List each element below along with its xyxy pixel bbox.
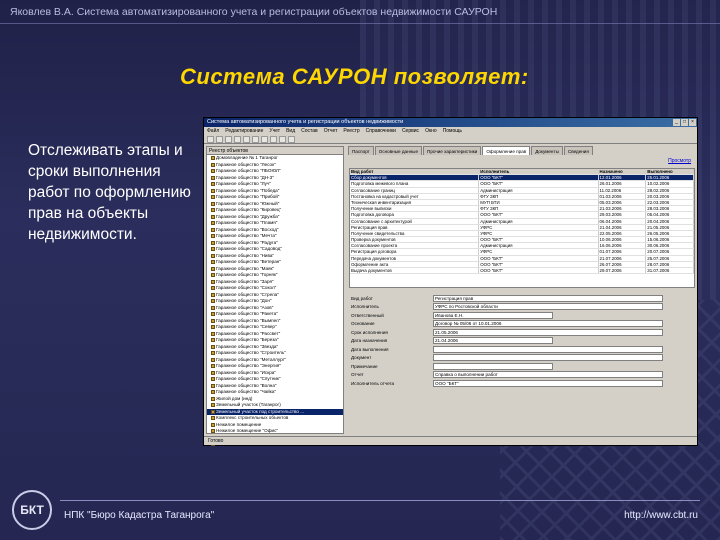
tree-node-label: Гаражное общество "Строитель"	[216, 350, 286, 355]
folder-icon	[211, 403, 215, 407]
grid-cell: Согласование проекта	[350, 243, 479, 248]
folder-icon	[211, 319, 215, 323]
form-field[interactable]: Справка о выполнении работ	[433, 371, 663, 378]
footer-url[interactable]: http://www.cbt.ru	[624, 510, 698, 521]
tree-node-label: Гаражное общество "Чайка"	[216, 389, 277, 394]
folder-icon	[211, 156, 215, 160]
menu-item[interactable]: Отчет	[323, 128, 338, 134]
tree-node-label: Гаражное общество "Ракета"	[216, 311, 278, 316]
tree-node-label: Гаражное общество "Радуга"	[216, 239, 278, 245]
tree-node-label: Гаражное общество "Береза"	[216, 337, 279, 342]
open-icon[interactable]	[216, 136, 223, 143]
tree-node-label: Гаражное общество "Вымпел"	[216, 317, 281, 323]
footer-company: НПК "Бюро Кадастра Таганрога"	[64, 510, 215, 521]
form-row	[349, 337, 695, 346]
folder-icon	[211, 189, 215, 193]
grid-cell: Регистрация прав	[350, 225, 479, 230]
tab-strip	[347, 146, 697, 155]
tree-node-label: Земельный участок под строительство ...	[216, 408, 305, 414]
folder-icon	[211, 215, 215, 219]
grid-cell: Получение свидетельства	[350, 231, 479, 236]
grid-column-header[interactable]: Назначено	[599, 169, 647, 174]
folder-icon	[211, 293, 215, 297]
tree-node-label: Гаражное общество "Искра"	[216, 369, 276, 375]
app-window	[203, 117, 698, 446]
folder-icon	[211, 364, 215, 368]
object-tree	[207, 155, 343, 448]
form-row	[349, 320, 695, 329]
grid-column-header[interactable]: Исполнитель	[479, 169, 598, 174]
grid-cell: 06.04.2006	[599, 219, 647, 224]
tree-node-label: Нежилое помещение	[216, 421, 262, 427]
tree-node-label: Земельный участок (Таганрог)	[216, 402, 281, 407]
form-label: Вид работ	[351, 295, 373, 301]
grid-cell: Подготовка межевого плана	[350, 181, 479, 186]
grid-cell: 31.07.2006	[646, 268, 694, 273]
grid-cell: Подготовка договора	[350, 212, 479, 217]
folder-icon	[211, 195, 215, 199]
grid-cell: Регистрация договора	[350, 249, 479, 254]
object-tree-pane	[206, 146, 344, 434]
tree-node-label: Гаражное общество "Мечта"	[216, 233, 277, 238]
preview-link[interactable]: Просмотр	[668, 158, 691, 164]
grid-cell: Техническая инвентаризация	[350, 200, 479, 205]
form-label: Основание	[351, 321, 375, 327]
grid-cell: УФРС	[479, 225, 598, 230]
grid-cell: 26.05.2006	[646, 231, 694, 236]
folder-icon	[211, 429, 215, 433]
tree-node-label: Гаражное общество "Волна"	[216, 382, 277, 388]
tree-node-label: Гаражное общество "Лесок"	[216, 161, 276, 167]
tree-node-label: Нежилое помещение "Офис"	[216, 428, 279, 433]
grid-cell: Выдача документов	[350, 268, 479, 273]
folder-icon	[211, 228, 215, 232]
status-bar: Готово	[204, 436, 697, 445]
tree-node-label: Комплекс строительных объектов	[216, 415, 289, 420]
grid-cell: 21.07.2006	[599, 256, 647, 261]
grid-cell: Оформление акта	[350, 262, 479, 267]
search-icon[interactable]	[270, 136, 277, 143]
tree-header: Реестр объектов	[207, 147, 343, 155]
folder-icon	[211, 358, 215, 362]
grid-cell: 25.01.2006	[646, 175, 694, 180]
tree-node-label: Гаражное общество "Заря"	[216, 278, 274, 284]
grid-cell: 21.03.2006	[599, 206, 647, 211]
grid-cell: Постановка на кадастровый учет	[350, 194, 479, 199]
grid-body	[350, 175, 694, 274]
grid-cell: 26.07.2006	[599, 262, 647, 267]
grid-row[interactable]	[350, 268, 694, 274]
grid-cell: 25.07.2006	[646, 256, 694, 261]
folder-icon	[211, 338, 215, 342]
grid-cell: 29.07.2006	[599, 268, 647, 273]
folder-icon	[211, 267, 215, 271]
tree-node-label: Жилой дом (инд)	[216, 395, 253, 401]
tree-node-label: Гаражное общество "Маяк"	[216, 265, 275, 271]
grid-cell: Проверка документов	[350, 237, 479, 242]
close-icon[interactable]: ×	[689, 119, 696, 126]
grid-cell: 22.05.2006	[599, 231, 647, 236]
folder-icon	[211, 208, 215, 212]
folder-icon	[211, 202, 215, 206]
folder-icon	[211, 182, 215, 186]
menu-item[interactable]: Справочники	[365, 128, 396, 134]
tree-node-label: Гаражное общество "Луч"	[216, 181, 271, 186]
menu-item[interactable]: Реестр	[343, 128, 360, 134]
menu-item[interactable]: Вид	[286, 128, 296, 134]
bottom-divider	[60, 500, 700, 501]
form-label: Дата выполнения	[351, 346, 389, 352]
grid-cell: 26.01.2006	[599, 181, 647, 186]
folder-icon	[211, 416, 215, 420]
form-row	[349, 303, 695, 312]
form-label: Документ	[351, 355, 372, 361]
form-field[interactable]: Иванова Е.Н.	[433, 312, 553, 319]
menu-item[interactable]: Учет	[269, 128, 281, 134]
grid-cell: 16.06.2006	[599, 243, 647, 248]
slide-title: Система САУРОН позволяет:	[180, 64, 529, 89]
work-form	[349, 294, 695, 434]
tree-node-label: Гаражное общество "ПБОЮЛ"	[216, 168, 281, 173]
form-label: Исполнитель	[351, 304, 379, 310]
grid-cell: Передача документов	[350, 256, 479, 261]
folder-icon	[211, 312, 215, 316]
grid-cell: ФГУ ЗКП	[479, 206, 598, 211]
folder-icon	[211, 397, 215, 401]
grid-cell: ООО "БКТ"	[479, 256, 598, 261]
grid-cell: 29.03.2006	[599, 212, 647, 217]
grid-cell: 22.03.2006	[646, 200, 694, 205]
folder-icon	[211, 260, 215, 264]
grid-cell: 01.03.2006	[599, 194, 647, 199]
slide-text: Отслеживать этапы и сроки выполнения работ по оформлению прав на объекты недвижимости.	[28, 142, 191, 243]
folder-icon	[211, 410, 215, 414]
grid-cell: 05.03.2006	[599, 200, 647, 205]
tree-node-label: Гаражное общество "Восход"	[216, 226, 279, 232]
grid-cell: 30.06.2006	[646, 243, 694, 248]
tree-node-label: Гаражное общество "Стрела"	[216, 291, 279, 297]
paste-icon[interactable]	[261, 136, 268, 143]
folder-icon	[211, 377, 215, 381]
grid-cell: 28.07.2006	[646, 262, 694, 267]
grid-cell: Получение выписки	[350, 206, 479, 211]
author-line: Яковлев В.А. Система автоматизированного учета и регистрации объектов недвижимости САУРОН	[10, 6, 498, 18]
form-label: Исполнитель отчета	[351, 380, 395, 386]
maximize-icon[interactable]: □	[682, 119, 687, 125]
tree-node-label: Гаражное общество "Кировец"	[216, 207, 282, 212]
form-field[interactable]: Договор № 05/06 от 10.01.2006	[433, 320, 663, 327]
tree-node-label: Гаражное общество "Прибой"	[216, 194, 280, 199]
grid-cell: 10.02.2006	[646, 181, 694, 186]
folder-icon	[211, 325, 215, 329]
grid-cell: УФРС	[479, 231, 598, 236]
form-row	[349, 328, 695, 337]
folder-icon	[211, 241, 215, 245]
tab-item[interactable]: Оформление прав	[482, 146, 530, 155]
folder-icon	[211, 345, 215, 349]
tree-node-label: Гаражное общество "Дон"	[216, 298, 272, 303]
grid-cell: Согласование границ	[350, 188, 479, 193]
folder-icon	[211, 176, 215, 180]
grid-cell: 01.07.2006	[599, 249, 647, 254]
grid-cell: ООО "БКТ"	[479, 262, 598, 267]
tree-node-label: Гаражное общество "Сокол"	[216, 285, 277, 290]
menu-bar	[204, 127, 697, 135]
form-label: Дата назначения	[351, 338, 388, 344]
grid-cell: 11.02.2006	[599, 188, 647, 193]
form-row	[349, 362, 695, 371]
tree-node-label: Гаражное общество "Звезда"	[216, 343, 279, 349]
folder-icon	[211, 384, 215, 388]
grid-cell: Сбор документов	[350, 175, 479, 180]
folder-icon	[211, 371, 215, 375]
grid-cell: 28.02.2006	[646, 188, 694, 193]
grid-cell: 15.06.2006	[646, 237, 694, 242]
form-field[interactable]: ООО "БКТ"	[433, 380, 663, 387]
tree-node-label: Гаражное общество "Дружба"	[216, 213, 280, 219]
tree-node-label: Гаражное общество "Победа"	[216, 187, 280, 193]
form-field[interactable]: УФРС по Ростовской области	[433, 303, 663, 310]
tree-node-label: Гаражное общество "Ветеран"	[216, 259, 281, 264]
form-field[interactable]: 21.05.2006	[433, 329, 663, 336]
folder-icon	[211, 280, 215, 284]
window-titlebar	[204, 118, 697, 127]
bkt-logo: БКТ	[12, 490, 52, 530]
folder-icon	[211, 273, 215, 277]
tab-item[interactable]: Сведения	[564, 146, 593, 155]
folder-icon	[211, 254, 215, 258]
copy-icon[interactable]	[252, 136, 259, 143]
tree-node-label: Гаражное общество "Рассвет"	[216, 330, 281, 336]
grid-cell: Согласование с архитектурой	[350, 219, 479, 224]
form-row	[349, 379, 695, 388]
grid-column-header[interactable]: Вид работ	[350, 169, 479, 174]
form-row	[349, 311, 695, 320]
grid-cell: ООО "БКТ"	[479, 268, 598, 273]
tree-node-label: Гаражное общество "Пламя"	[216, 220, 278, 225]
folder-icon	[211, 163, 215, 167]
save-icon[interactable]	[225, 136, 232, 143]
form-field[interactable]: Регистрация прав	[433, 295, 663, 302]
folder-icon	[211, 221, 215, 225]
tab-item[interactable]: Документы	[531, 146, 563, 155]
form-label: Ответственный	[351, 312, 384, 318]
form-field[interactable]	[433, 354, 663, 361]
window-title: Система автоматизированного учета и регистрации объектов недвижимости	[207, 119, 404, 125]
form-field[interactable]	[433, 363, 553, 370]
grid-cell: 05.04.2006	[646, 212, 694, 217]
tree-node-label: Гаражное общество "Азов"	[216, 304, 274, 310]
folder-icon	[211, 351, 215, 355]
grid-cell: Администрация	[479, 188, 598, 193]
tab-item[interactable]: Паспорт	[348, 146, 374, 155]
menu-item[interactable]: Сервис	[401, 128, 420, 134]
folder-icon	[211, 247, 215, 251]
top-divider	[0, 23, 720, 24]
works-grid	[349, 168, 695, 288]
minimize-icon[interactable]: _	[673, 119, 680, 126]
grid-column-header[interactable]: Выполнено	[646, 169, 694, 174]
tree-node-label: Гаражное общество "Горняк"	[216, 272, 278, 277]
form-row	[349, 294, 695, 303]
tree-node-label: Гаражное общество "Садовод"	[216, 246, 282, 251]
grid-cell: 21.05.2006	[646, 225, 694, 230]
grid-cell: 12.01.2006	[599, 175, 647, 180]
menu-item[interactable]: Состав	[301, 128, 318, 134]
tree-node-label: Гаражное общество "Южный"	[216, 200, 280, 206]
tree-node-label: Гаражное общество "Нива"	[216, 252, 275, 258]
form-field[interactable]	[433, 346, 663, 353]
folder-icon	[211, 234, 215, 238]
menu-item[interactable]: Помощь	[442, 128, 462, 134]
cut-icon[interactable]	[243, 136, 250, 143]
form-label: Отчет	[351, 372, 364, 378]
tab-item[interactable]: Прочие характеристики	[423, 146, 481, 155]
folder-icon	[211, 332, 215, 336]
menu-item[interactable]: Редактирование	[225, 128, 264, 134]
refresh-icon[interactable]	[279, 136, 286, 143]
folder-icon	[211, 286, 215, 290]
menu-item[interactable]: Окно	[425, 128, 437, 134]
tree-node-label: Домовладение № 1 Таганрог	[216, 155, 278, 160]
form-row	[349, 345, 695, 354]
details-pane	[347, 146, 697, 434]
toolbar	[204, 135, 697, 144]
folder-icon	[211, 390, 215, 394]
tree-node-label: Гаражное общество "Спутник"	[216, 376, 281, 381]
form-field[interactable]: 21.04.2006	[433, 337, 553, 344]
new-icon[interactable]	[207, 136, 214, 143]
grid-cell: 10.06.2006	[599, 237, 647, 242]
form-row	[349, 354, 695, 363]
folder-icon	[211, 306, 215, 310]
tree-node-label: Гаражное общество "Север"	[216, 324, 277, 329]
grid-cell: 28.03.2006	[646, 206, 694, 211]
folder-icon	[211, 169, 215, 173]
grid-cell: ФГУ ЗКП	[479, 194, 598, 199]
grid-cell: 20.03.2006	[646, 194, 694, 199]
grid-cell: 20.04.2006	[646, 219, 694, 224]
folder-icon	[211, 299, 215, 303]
filter-icon[interactable]	[288, 136, 295, 143]
form-row	[349, 371, 695, 380]
tree-node-label: Гаражное общество "ДН-3"	[216, 174, 274, 180]
grid-cell: ООО "БКТ"	[479, 181, 598, 186]
tab-item[interactable]: Основные данные	[375, 146, 422, 155]
grid-cell: Администрация	[479, 243, 598, 248]
grid-cell: 21.04.2006	[599, 225, 647, 230]
folder-icon	[211, 423, 215, 427]
grid-cell: ООО "БКТ"	[479, 175, 598, 180]
tree-node-label: Гаражное общество "Металлург"	[216, 356, 286, 362]
grid-cell: МУП БТИ	[479, 200, 598, 205]
tree-node-label: Гаражное общество "Энергия"	[216, 363, 281, 368]
grid-cell: 20.07.2006	[646, 249, 694, 254]
form-label: Примечание	[351, 363, 378, 369]
grid-cell: ООО "БКТ"	[479, 237, 598, 242]
print-icon[interactable]	[234, 136, 241, 143]
menu-item[interactable]: Файл	[207, 128, 220, 134]
form-label: Срок исполнения	[351, 329, 388, 335]
grid-cell: ООО "БКТ"	[479, 212, 598, 217]
grid-cell: УФРС	[479, 249, 598, 254]
grid-cell: Администрация	[479, 219, 598, 224]
